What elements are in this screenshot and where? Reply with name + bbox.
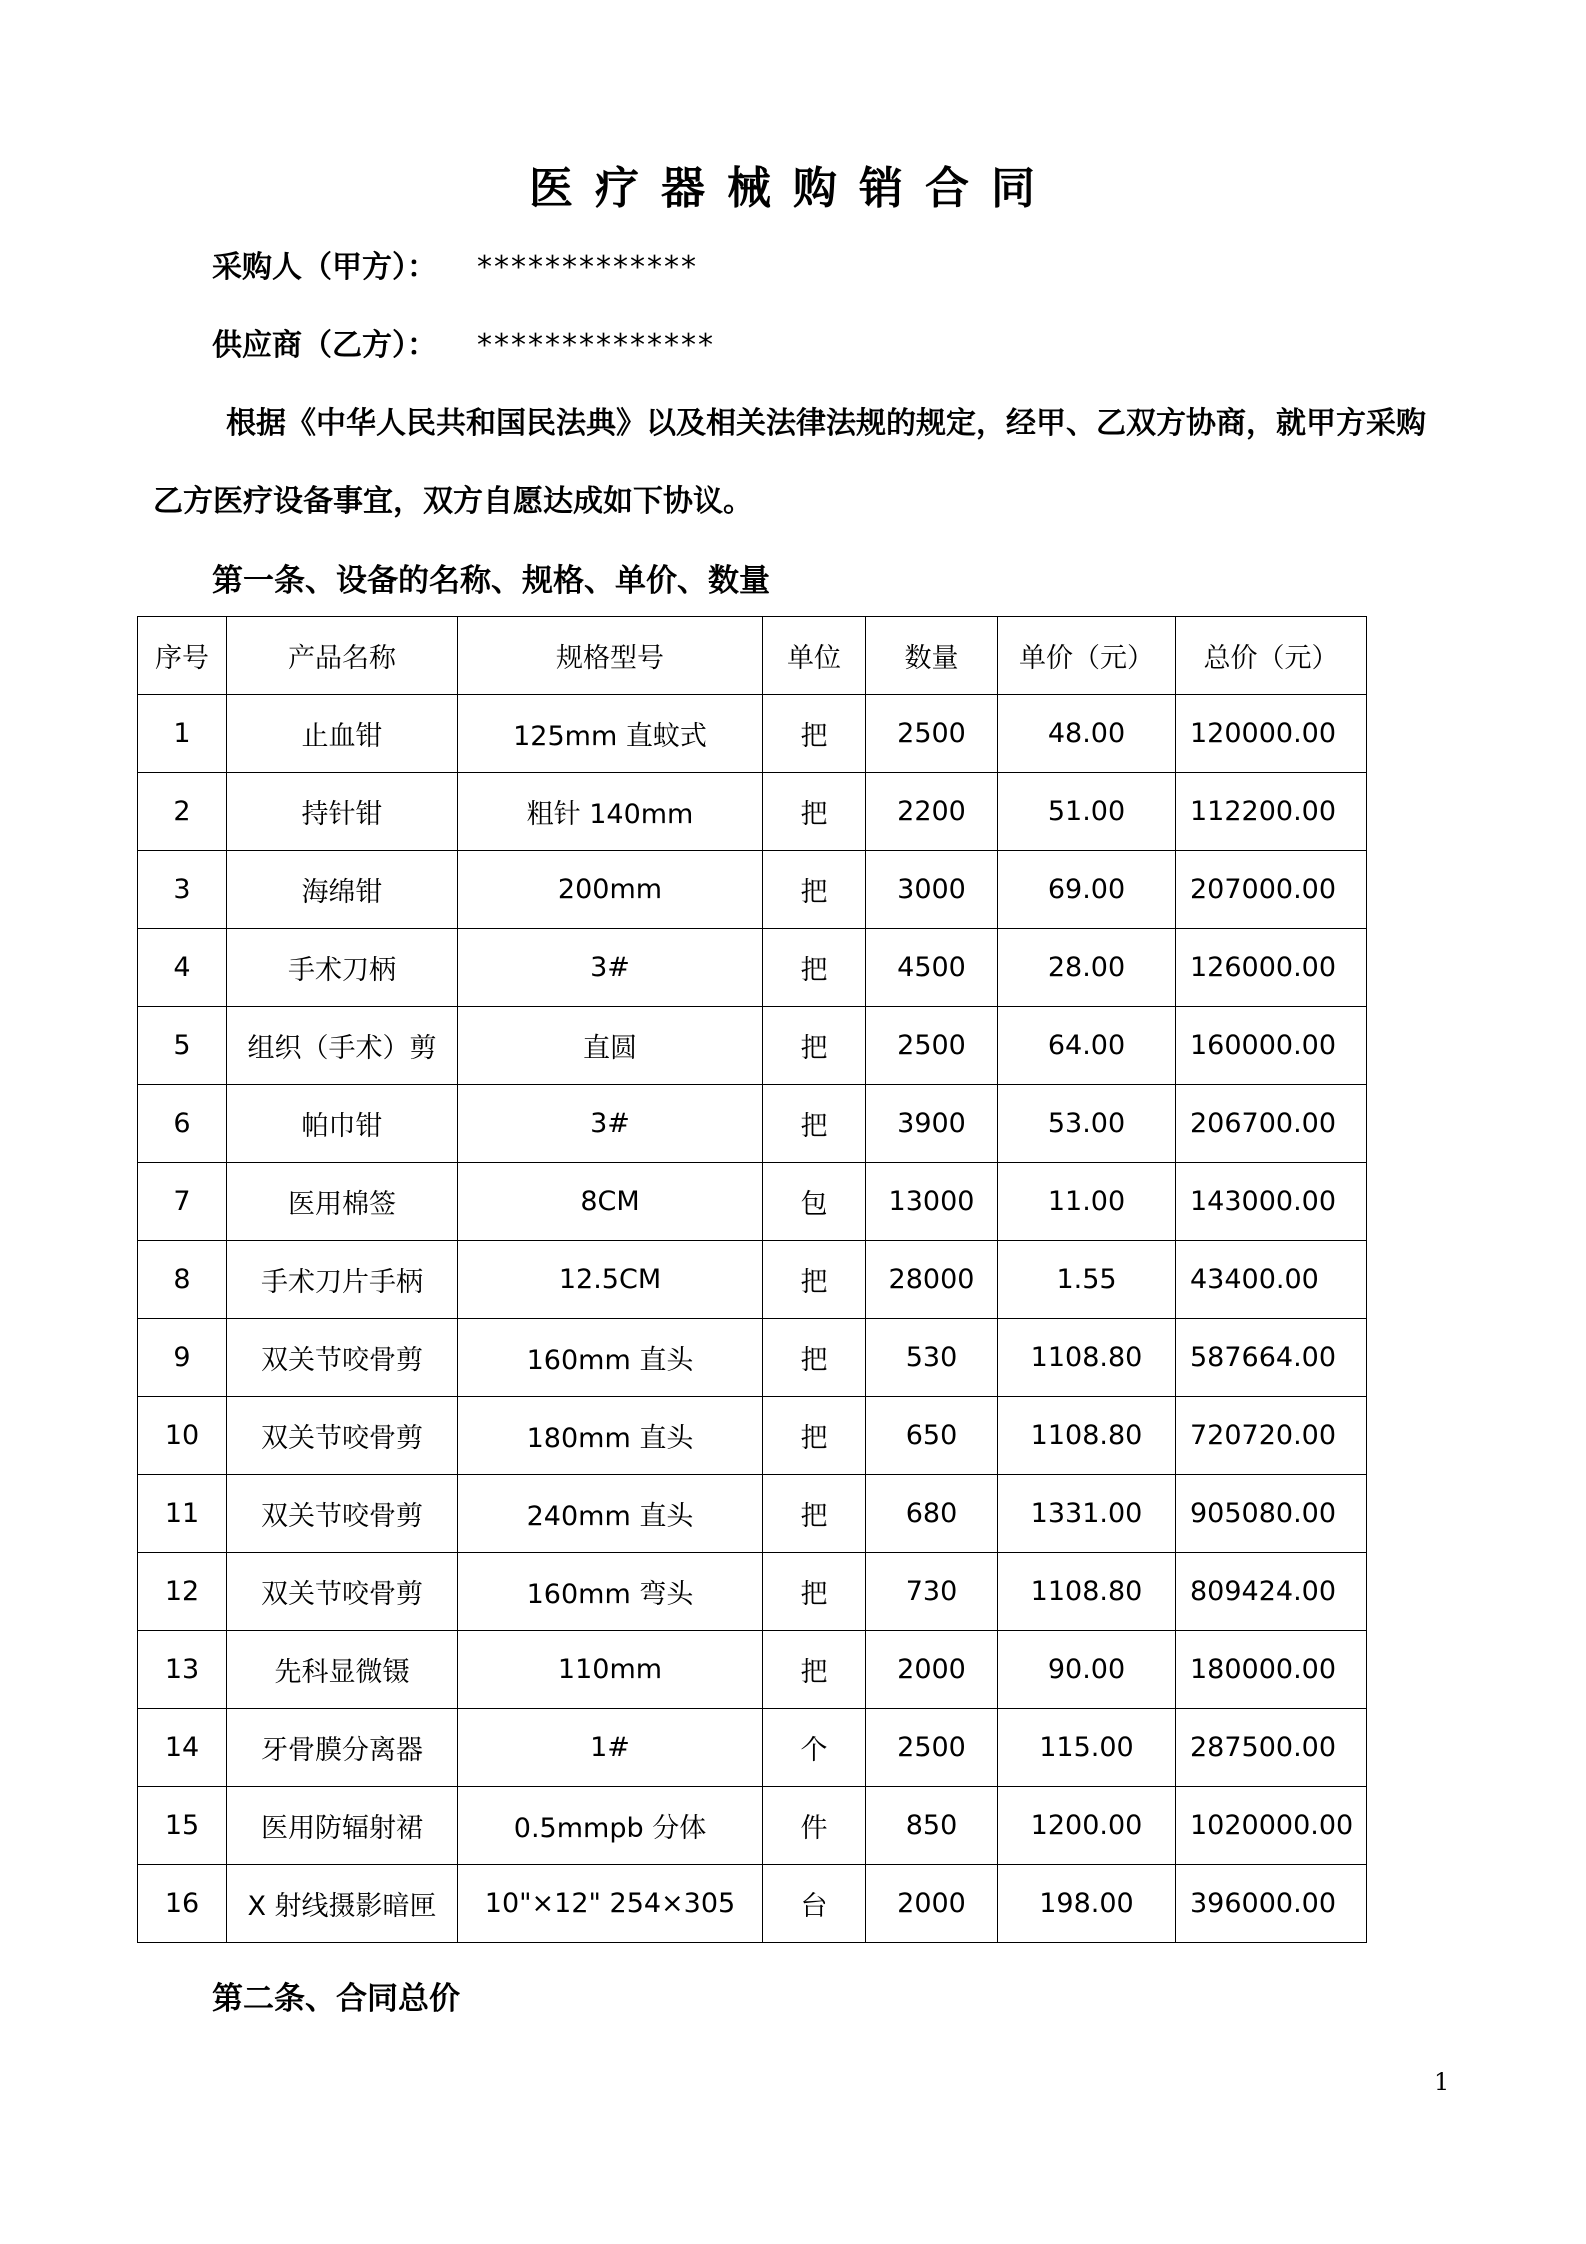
cell-total-price: 126000.00 [1176, 929, 1367, 1007]
cell-product-name: 先科显微镊 [227, 1631, 458, 1709]
contract-title: 医疗器械购销合同 [529, 163, 1057, 214]
cell-unit-price: 1108.80 [998, 1553, 1176, 1631]
cell-total-price: 396000.00 [1176, 1865, 1367, 1943]
cell-product-name: 海绵钳 [227, 851, 458, 929]
cell-total-price: 587664.00 [1176, 1319, 1367, 1397]
cell-unit: 台 [763, 1865, 866, 1943]
cell-quantity: 850 [866, 1787, 998, 1865]
cell-unit-price: 48.00 [998, 695, 1176, 773]
cell-unit-price: 1200.00 [998, 1787, 1176, 1865]
cell-unit: 把 [763, 1475, 866, 1553]
cell-index: 15 [138, 1787, 227, 1865]
cell-unit: 把 [763, 1631, 866, 1709]
cell-unit: 把 [763, 1241, 866, 1319]
cell-unit-price: 53.00 [998, 1085, 1176, 1163]
cell-quantity: 2000 [866, 1865, 998, 1943]
table-row [138, 1163, 1367, 1241]
table-row [138, 1709, 1367, 1787]
cell-unit: 把 [763, 1319, 866, 1397]
cell-total-price: 160000.00 [1176, 1007, 1367, 1085]
intro-paragraph-line1: 根据《中华人民共和国民法典》以及相关法律法规的规定，经甲、乙双方协商，就甲方采购 [226, 406, 1426, 441]
cell-product-name: 牙骨膜分离器 [227, 1709, 458, 1787]
supplier-value: ************** [477, 328, 715, 363]
cell-unit-price: 11.00 [998, 1163, 1176, 1241]
cell-unit: 把 [763, 1007, 866, 1085]
cell-quantity: 730 [866, 1553, 998, 1631]
buyer-value: ************* [477, 250, 698, 285]
cell-total-price: 809424.00 [1176, 1553, 1367, 1631]
cell-spec: 160mm 直头 [458, 1319, 763, 1397]
table-row [138, 1631, 1367, 1709]
header-product-name: 产品名称 [227, 617, 458, 695]
cell-spec: 8CM [458, 1163, 763, 1241]
cell-product-name: 持针钳 [227, 773, 458, 851]
cell-quantity: 2500 [866, 1709, 998, 1787]
cell-product-name: 双关节咬骨剪 [227, 1553, 458, 1631]
cell-spec: 125mm 直蚊式 [458, 695, 763, 773]
cell-quantity: 13000 [866, 1163, 998, 1241]
buyer-label: 采购人（甲方）： [212, 250, 437, 285]
cell-total-price: 207000.00 [1176, 851, 1367, 929]
section-2-heading: 第二条、合同总价 [212, 1981, 460, 2017]
cell-product-name: 止血钳 [227, 695, 458, 773]
header-spec: 规格型号 [458, 617, 763, 695]
cell-unit-price: 1331.00 [998, 1475, 1176, 1553]
cell-quantity: 650 [866, 1397, 998, 1475]
cell-product-name: 双关节咬骨剪 [227, 1475, 458, 1553]
cell-quantity: 680 [866, 1475, 998, 1553]
cell-spec: 10"×12" 254×305 [458, 1865, 763, 1943]
cell-unit-price: 90.00 [998, 1631, 1176, 1709]
cell-unit: 把 [763, 929, 866, 1007]
supplier-line [212, 320, 715, 364]
buyer-line [212, 242, 698, 286]
cell-unit-price: 69.00 [998, 851, 1176, 929]
cell-total-price: 143000.00 [1176, 1163, 1367, 1241]
header-unit: 单位 [763, 617, 866, 695]
cell-product-name: 医用防辐射裙 [227, 1787, 458, 1865]
cell-index: 14 [138, 1709, 227, 1787]
table-row [138, 1787, 1367, 1865]
cell-spec: 160mm 弯头 [458, 1553, 763, 1631]
cell-unit-price: 1.55 [998, 1241, 1176, 1319]
cell-unit: 把 [763, 851, 866, 929]
cell-unit-price: 64.00 [998, 1007, 1176, 1085]
table-row [138, 851, 1367, 929]
cell-unit-price: 115.00 [998, 1709, 1176, 1787]
cell-spec: 直圆 [458, 1007, 763, 1085]
table-row [138, 1007, 1367, 1085]
cell-unit: 件 [763, 1787, 866, 1865]
cell-unit-price: 1108.80 [998, 1397, 1176, 1475]
cell-index: 2 [138, 773, 227, 851]
cell-unit: 个 [763, 1709, 866, 1787]
cell-total-price: 905080.00 [1176, 1475, 1367, 1553]
table-row [138, 773, 1367, 851]
cell-total-price: 287500.00 [1176, 1709, 1367, 1787]
header-index: 序号 [138, 617, 227, 695]
header-unit-price: 单价（元） [998, 617, 1176, 695]
cell-index: 6 [138, 1085, 227, 1163]
cell-spec: 180mm 直头 [458, 1397, 763, 1475]
cell-total-price: 120000.00 [1176, 695, 1367, 773]
cell-unit-price: 1108.80 [998, 1319, 1176, 1397]
cell-quantity: 2500 [866, 1007, 998, 1085]
cell-spec: 3# [458, 929, 763, 1007]
cell-unit-price: 51.00 [998, 773, 1176, 851]
cell-product-name: 手术刀片手柄 [227, 1241, 458, 1319]
intro-paragraph-line2: 乙方医疗设备事宜，双方自愿达成如下协议。 [153, 484, 753, 519]
header-total-price: 总价（元） [1176, 617, 1367, 695]
cell-quantity: 3000 [866, 851, 998, 929]
cell-total-price: 112200.00 [1176, 773, 1367, 851]
cell-unit-price: 198.00 [998, 1865, 1176, 1943]
cell-index: 10 [138, 1397, 227, 1475]
cell-index: 12 [138, 1553, 227, 1631]
cell-product-name: 手术刀柄 [227, 929, 458, 1007]
cell-index: 7 [138, 1163, 227, 1241]
cell-product-name: 组织（手术）剪 [227, 1007, 458, 1085]
table-row [138, 1475, 1367, 1553]
cell-spec: 12.5CM [458, 1241, 763, 1319]
table-row [138, 1553, 1367, 1631]
cell-quantity: 2200 [866, 773, 998, 851]
table-row [138, 1319, 1367, 1397]
cell-unit: 把 [763, 1553, 866, 1631]
cell-unit: 把 [763, 1397, 866, 1475]
cell-index: 5 [138, 1007, 227, 1085]
cell-spec: 3# [458, 1085, 763, 1163]
table-row [138, 695, 1367, 773]
equipment-table [137, 616, 1367, 1943]
cell-index: 16 [138, 1865, 227, 1943]
table-row [138, 1397, 1367, 1475]
cell-index: 3 [138, 851, 227, 929]
cell-total-price: 1020000.00 [1176, 1787, 1367, 1865]
cell-total-price: 206700.00 [1176, 1085, 1367, 1163]
table-row [138, 929, 1367, 1007]
cell-spec: 240mm 直头 [458, 1475, 763, 1553]
cell-spec: 1# [458, 1709, 763, 1787]
cell-index: 1 [138, 695, 227, 773]
cell-unit: 包 [763, 1163, 866, 1241]
cell-product-name: 双关节咬骨剪 [227, 1319, 458, 1397]
header-quantity: 数量 [866, 617, 998, 695]
cell-product-name: 帕巾钳 [227, 1085, 458, 1163]
cell-product-name: 医用棉签 [227, 1163, 458, 1241]
cell-spec: 0.5mmpb 分体 [458, 1787, 763, 1865]
cell-index: 4 [138, 929, 227, 1007]
cell-unit: 把 [763, 695, 866, 773]
section-1-heading: 第一条、设备的名称、规格、单价、数量 [212, 563, 770, 599]
cell-total-price: 180000.00 [1176, 1631, 1367, 1709]
cell-index: 9 [138, 1319, 227, 1397]
cell-unit: 把 [763, 1085, 866, 1163]
cell-quantity: 28000 [866, 1241, 998, 1319]
cell-quantity: 2500 [866, 695, 998, 773]
table-row [138, 1865, 1367, 1943]
cell-quantity: 3900 [866, 1085, 998, 1163]
cell-unit: 把 [763, 773, 866, 851]
cell-spec: 200mm [458, 851, 763, 929]
cell-quantity: 2000 [866, 1631, 998, 1709]
cell-total-price: 720720.00 [1176, 1397, 1367, 1475]
cell-quantity: 4500 [866, 929, 998, 1007]
cell-quantity: 530 [866, 1319, 998, 1397]
cell-total-price: 43400.00 [1176, 1241, 1367, 1319]
cell-index: 11 [138, 1475, 227, 1553]
table-row [138, 1085, 1367, 1163]
cell-product-name: 双关节咬骨剪 [227, 1397, 458, 1475]
supplier-label: 供应商（乙方）： [212, 328, 437, 363]
cell-index: 8 [138, 1241, 227, 1319]
cell-spec: 110mm [458, 1631, 763, 1709]
cell-index: 13 [138, 1631, 227, 1709]
cell-unit-price: 28.00 [998, 929, 1176, 1007]
table-row [138, 1241, 1367, 1319]
table-header-row [138, 617, 1367, 695]
cell-product-name: X 射线摄影暗匣 [227, 1865, 458, 1943]
cell-spec: 粗针 140mm [458, 773, 763, 851]
page-number: 1 [1434, 2068, 1450, 2096]
